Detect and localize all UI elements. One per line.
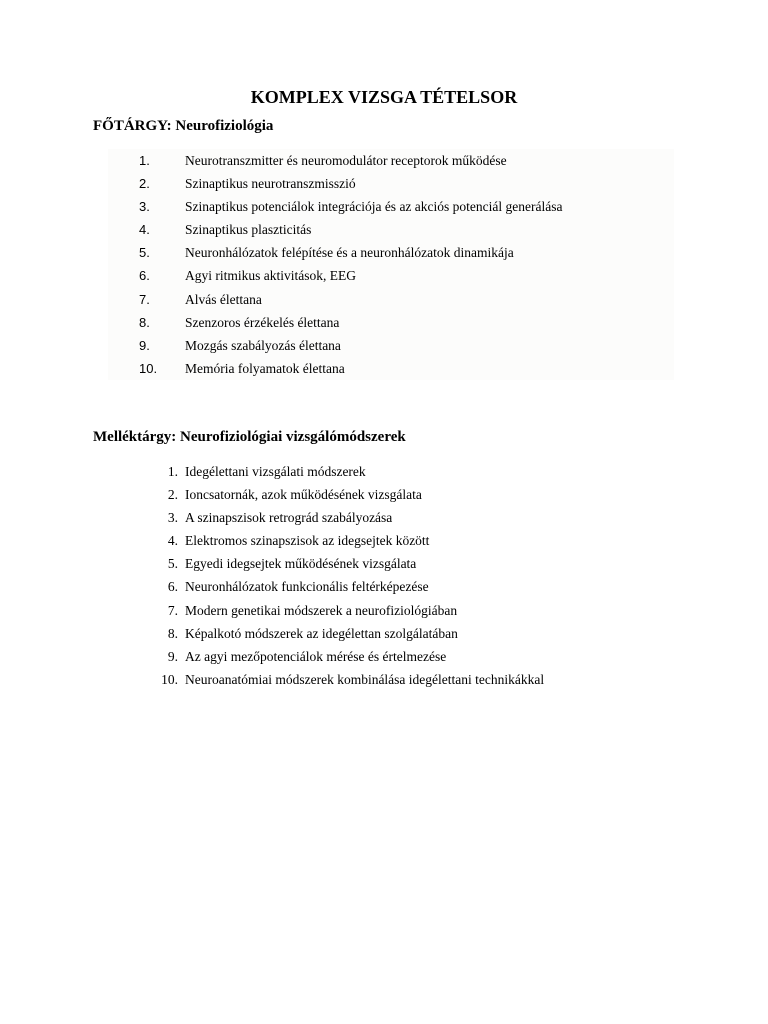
topic-number: 9. — [167, 648, 178, 664]
main-subject-topic-list — [108, 149, 674, 380]
topic-text: Az agyi mezőpotenciálok mérése és értelmezése — [185, 648, 447, 664]
secondary-topic-5 — [108, 552, 674, 575]
secondary-topic-8 — [108, 622, 674, 645]
topic-number: 8. — [167, 625, 178, 641]
topic-text: Alvás élettana — [185, 291, 262, 307]
topic-text: Idegélettani vizsgálati módszerek — [185, 464, 366, 479]
topic-number: 7. — [167, 602, 178, 618]
topic-number: 1. — [139, 153, 150, 168]
secondary-topic-3 — [108, 506, 674, 529]
topic-text: Egyedi idegsejtek működésének vizsgálata — [185, 556, 417, 572]
topic-number: 6. — [167, 579, 178, 595]
topic-number: 3. — [139, 199, 150, 215]
topic-number: 2. — [167, 487, 178, 503]
topic-text: Neuronhálózatok funkcionális feltérképezése — [185, 579, 429, 595]
topic-number: 4. — [139, 222, 150, 238]
secondary-topic-1 — [108, 460, 674, 483]
topic-number: 2. — [139, 176, 150, 192]
topic-text: Szenzoros érzékelés élettana — [185, 314, 340, 330]
main-topic-6 — [108, 264, 674, 287]
secondary-topic-6 — [108, 575, 674, 598]
topic-text: Elektromos szinapszisok az idegsejtek között — [185, 533, 430, 549]
topic-text: Memória folyamatok élettana — [185, 360, 345, 376]
topic-number: 1. — [167, 464, 178, 479]
main-topic-3 — [108, 195, 674, 218]
topic-text: Neuronhálózatok felépítése és a neuronhálózatok dinamikája — [185, 245, 514, 261]
main-topic-10 — [108, 357, 674, 380]
topic-number: 8. — [139, 314, 150, 330]
secondary-topic-9 — [108, 645, 674, 668]
topic-text: Szinaptikus plaszticitás — [185, 222, 312, 238]
secondary-topic-4 — [108, 529, 674, 552]
secondary-subject-heading: Melléktárgy: Neurofiziológiai vizsgálómódszerek — [93, 429, 406, 445]
topic-text: Agyi ritmikus aktivitások, EEG — [185, 268, 356, 284]
topic-number: 3. — [167, 510, 178, 526]
topic-text: Modern genetikai módszerek a neurofiziológiában — [185, 602, 458, 618]
topic-number: 10. — [161, 671, 178, 687]
main-topic-5 — [108, 241, 674, 264]
topic-number: 7. — [139, 291, 150, 307]
topic-text: Ioncsatornák, azok működésének vizsgálata — [185, 487, 422, 503]
topic-number: 6. — [139, 268, 150, 284]
topic-text: Szinaptikus neurotranszmisszió — [185, 176, 356, 192]
secondary-topic-10 — [108, 668, 674, 691]
main-topic-8 — [108, 311, 674, 334]
main-subject-heading: FŐTÁRGY: Neurofiziológia — [93, 118, 274, 134]
secondary-topic-7 — [108, 599, 674, 622]
topic-text: Mozgás szabályozás élettana — [185, 337, 341, 353]
topic-text: Neuroanatómiai módszerek kombinálása idegélettani technikákkal — [185, 671, 545, 687]
topic-text: A szinapszisok retrográd szabályozása — [185, 510, 393, 526]
topic-number: 9. — [139, 337, 150, 353]
secondary-subject-topic-list — [108, 460, 674, 691]
topic-number: 10. — [139, 360, 158, 376]
secondary-topic-2 — [108, 483, 674, 506]
main-topic-1 — [108, 149, 674, 172]
topic-number: 4. — [167, 533, 178, 549]
topic-number: 5. — [167, 556, 178, 572]
main-topic-2 — [108, 172, 674, 195]
main-topic-9 — [108, 334, 674, 357]
page-title: KOMPLEX VIZSGA TÉTELSOR — [250, 87, 518, 107]
topic-text: Képalkotó módszerek az idegélettan szolgálatában — [185, 625, 458, 641]
topic-text: Szinaptikus potenciálok integrációja és az akciós potenciál generálása — [185, 199, 563, 215]
topic-text: Neurotranszmitter és neuromodulátor receptorok működése — [185, 153, 507, 168]
topic-number: 5. — [139, 245, 150, 261]
main-topic-7 — [108, 288, 674, 311]
main-topic-4 — [108, 218, 674, 241]
